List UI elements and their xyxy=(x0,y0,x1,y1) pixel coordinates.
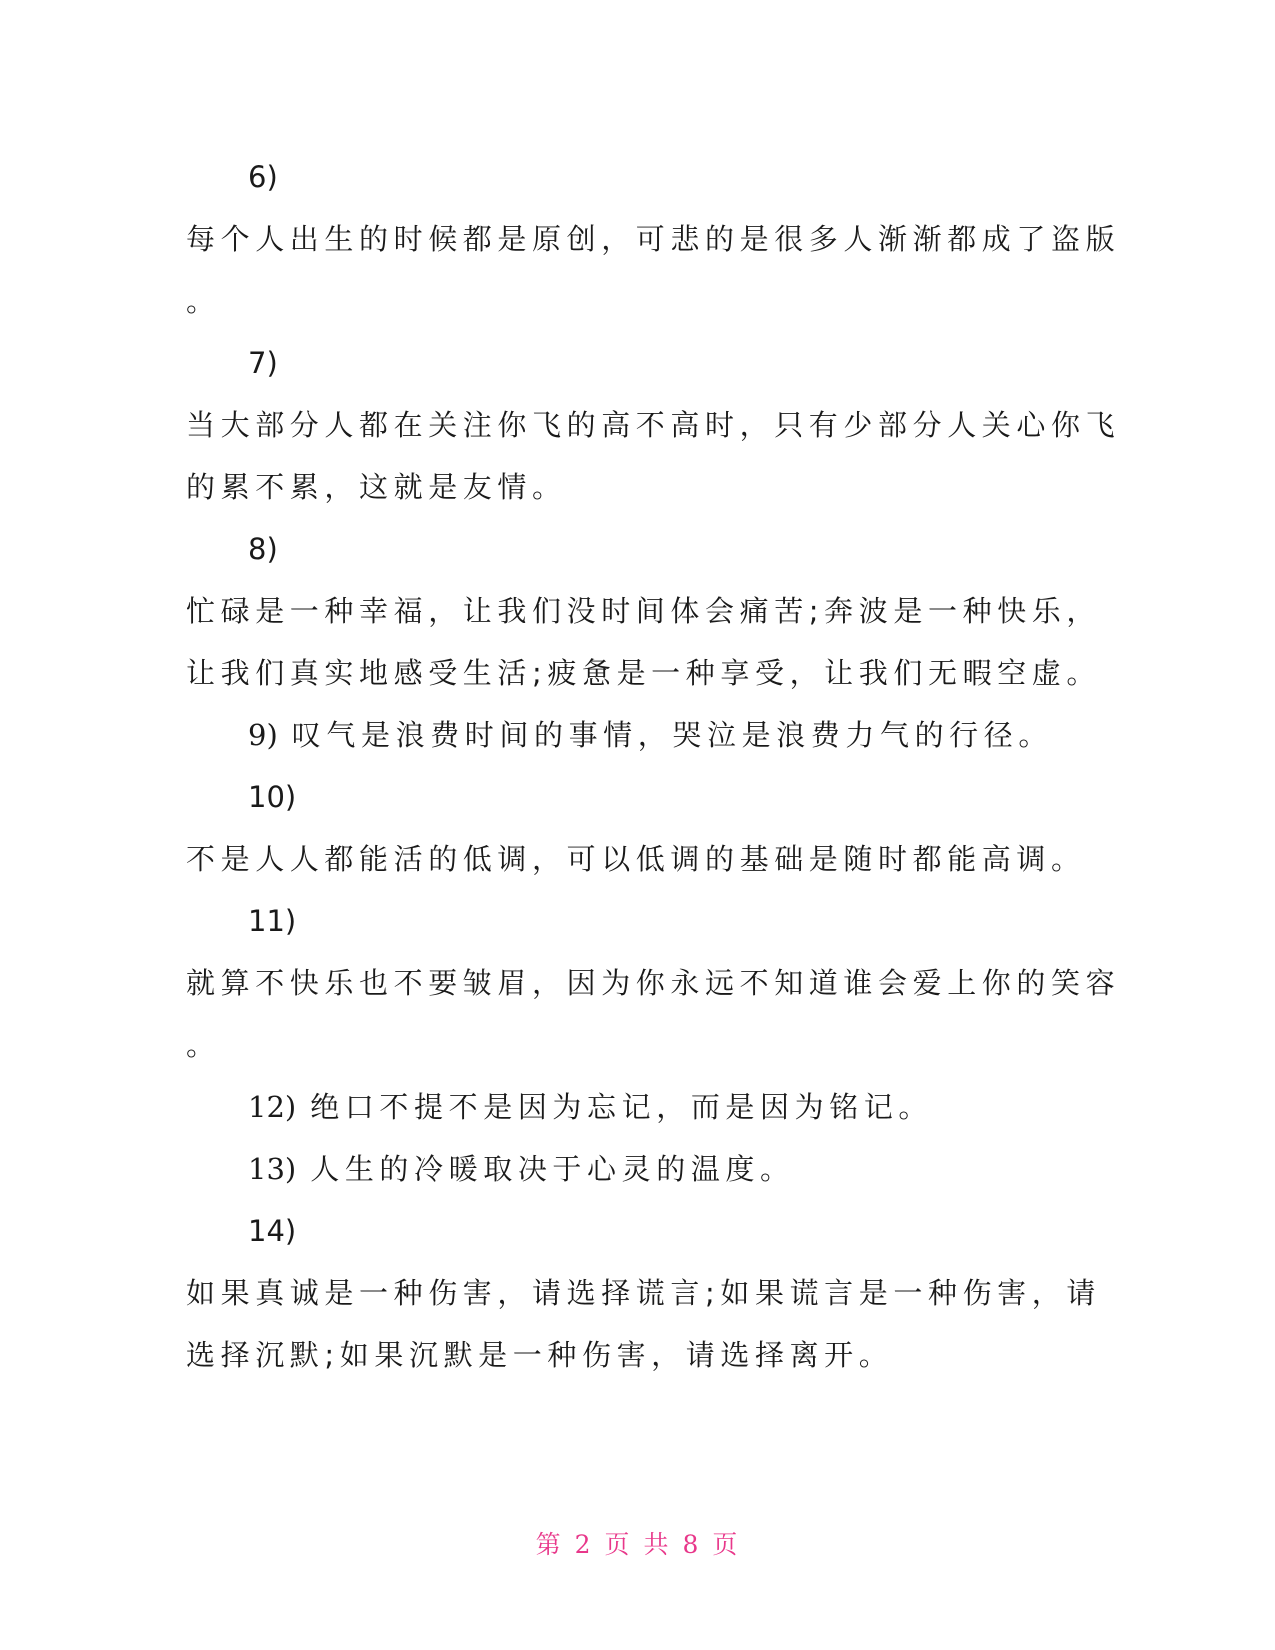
item-text-line: 每个人出生的时候都是原创，可悲的是很多人渐渐都成了盗版 xyxy=(186,222,1121,256)
item-text-line: 忙碌是一种幸福，让我们没时间体会痛苦;奔波是一种快乐， xyxy=(186,594,1101,628)
item-label: 11) xyxy=(248,904,297,938)
item-text-line: 选择沉默;如果沉默是一种伤害，请选择离开。 xyxy=(186,1338,894,1372)
footer-word: 第 xyxy=(535,1530,563,1559)
item-text: 人生的冷暖取决于心灵的温度。 xyxy=(310,1152,795,1186)
item-text-line: 当大部分人都在关注你飞的高不高时，只有少部分人关心你飞 xyxy=(186,408,1121,442)
total-page-count: 8 xyxy=(682,1530,701,1559)
item-text: 叹气是浪费时间的事情，哭泣是浪费力气的行径。 xyxy=(291,718,1053,752)
item-label: 10) xyxy=(248,780,297,814)
item-label: 12) xyxy=(248,1090,297,1124)
item-label: 8) xyxy=(248,532,278,566)
item-text: 绝口不提不是因为忘记，而是因为铭记。 xyxy=(310,1090,934,1124)
item-label: 9) xyxy=(248,718,278,752)
item-text-line: 如果真诚是一种伤害，请选择谎言;如果谎言是一种伤害，请 xyxy=(186,1276,1101,1310)
list-item xyxy=(186,1138,1081,1200)
item-text-line: 。 xyxy=(186,284,221,318)
footer-word: 共 xyxy=(643,1530,671,1559)
item-text-line: 让我们真实地感受生活;疲惫是一种享受，让我们无暇空虚。 xyxy=(186,656,1101,690)
document-body xyxy=(186,146,1121,1386)
item-label: 7) xyxy=(248,346,278,380)
footer-word: 页 xyxy=(604,1530,632,1559)
item-text-line: 的累不累，这就是友情。 xyxy=(186,470,567,504)
item-text-line: 就算不快乐也不要皱眉，因为你永远不知道谁会爱上你的笑容 xyxy=(186,966,1121,1000)
item-label: 14) xyxy=(248,1214,297,1248)
item-text-line: 。 xyxy=(186,1028,221,1062)
footer-word: 页 xyxy=(712,1530,740,1559)
current-page-number: 2 xyxy=(574,1530,593,1559)
list-item xyxy=(186,704,1081,766)
item-label: 13) xyxy=(248,1152,297,1186)
list-item xyxy=(186,1076,1081,1138)
item-label: 6) xyxy=(248,160,278,194)
item-text-line: 不是人人都能活的低调，可以低调的基础是随时都能高调。 xyxy=(186,842,1086,876)
page-footer xyxy=(0,1525,1275,1561)
